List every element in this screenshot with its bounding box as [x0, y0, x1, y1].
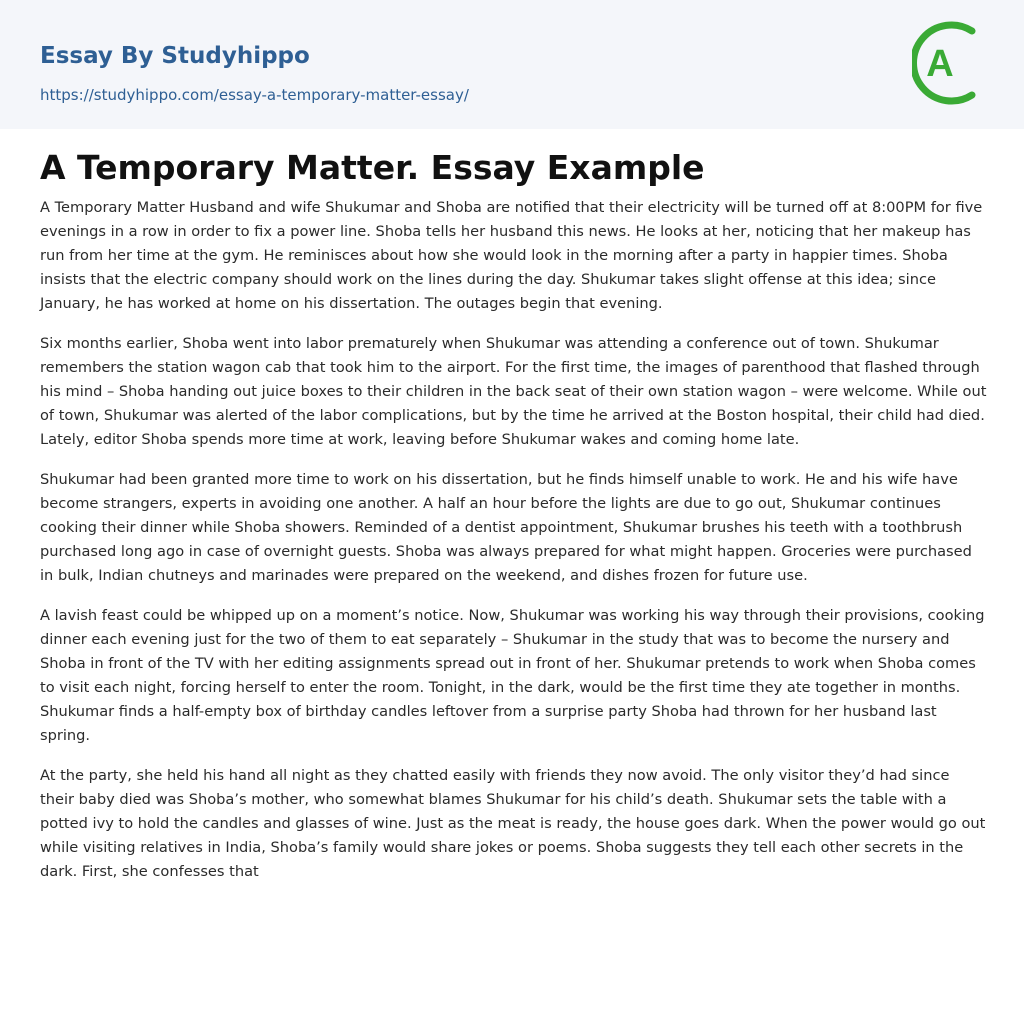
site-title[interactable]: Essay By Studyhippo [40, 43, 310, 69]
essay-content [40, 140, 988, 900]
essay-title: A Temporary Matter. Essay Example [40, 148, 705, 187]
essay-paragraph: A lavish feast could be whipped up on a moment’s notice. Now, Shukumar was working his way through their provisions, cooking dinner each evening just for the two of them to eat separately – Shukumar in the study that was to become the nursery and Shoba in front of the TV with her editing assignments spread out in front of her. Shukumar pretends to work when Shoba comes to visit each night, forcing herself to enter the room. Tonight, in the dark, would be the first time they ate together in months. Shukumar finds a half-empty box of birthday candles leftover from a surprise party Shoba had thrown for her husband last spring. [40, 607, 985, 744]
site-header [0, 0, 1024, 129]
essay-paragraph: A Temporary Matter Husband and wife Shukumar and Shoba are notified that their electricity will be turned off at 8:00PM for five evenings in a row in order to fix a power line. Shoba tells her husband this news. He looks at her, noticing that her makeup has run from her time at the gym. He reminisces about how she would look in the morning after a party in happier times. Shoba insists that the electric company should work on the lines during the day. Shukumar takes slight offense at this idea; since January, he has worked at home on his dissertation. The outages begin that evening. [40, 199, 983, 312]
essay-paragraph: Shukumar had been granted more time to work on his dissertation, but he finds himself unable to work. He and his wife have become strangers, experts in avoiding one another. A half an hour before the lights are due to go out, Shukumar continues cooking their dinner while Shoba showers. Reminded of a dentist appointment, Shukumar brushes his teeth with a toothbrush purchased long ago in case of overnight guests. Shoba was always prepared for what might happen. Groceries were purchased in bulk, Indian chutneys and marinades were prepared on the weekend, and dishes frozen for future use. [40, 471, 972, 584]
essay-paragraph: At the party, she held his hand all night as they chatted easily with friends they now avoid. The only visitor they’d had since their baby died was Shoba’s mother, who somewhat blames Shukumar for his child’s death. Shukumar sets the table with a potted ivy to hold the candles and glasses of wine. Just as the meat is ready, the house goes dark. When the power would go out while visiting relatives in India, Shoba’s family would share jokes or poems. Shoba suggests they tell each other secrets in the dark. First, she confesses that [40, 767, 986, 880]
essay-paragraph: Six months earlier, Shoba went into labor prematurely when Shukumar was attending a conference out of town. Shukumar remembers the station wagon cab that took him to the airport. For the first time, the images of parenthood that flashed through his mind – Shoba handing out juice boxes to their children in the back seat of their own station wagon – were welcome. While out of town, Shukumar was alerted of the labor complications, but by the time he arrived at the Boston hospital, their child had died. Lately, editor Shoba spends more time at work, leaving before Shukumar wakes and coming home late. [40, 335, 987, 448]
logo-letter: A [926, 43, 954, 85]
studyhippo-logo-icon[interactable] [912, 20, 988, 106]
source-url-link[interactable]: https://studyhippo.com/essay-a-temporary-matter-essay/ [40, 86, 469, 104]
